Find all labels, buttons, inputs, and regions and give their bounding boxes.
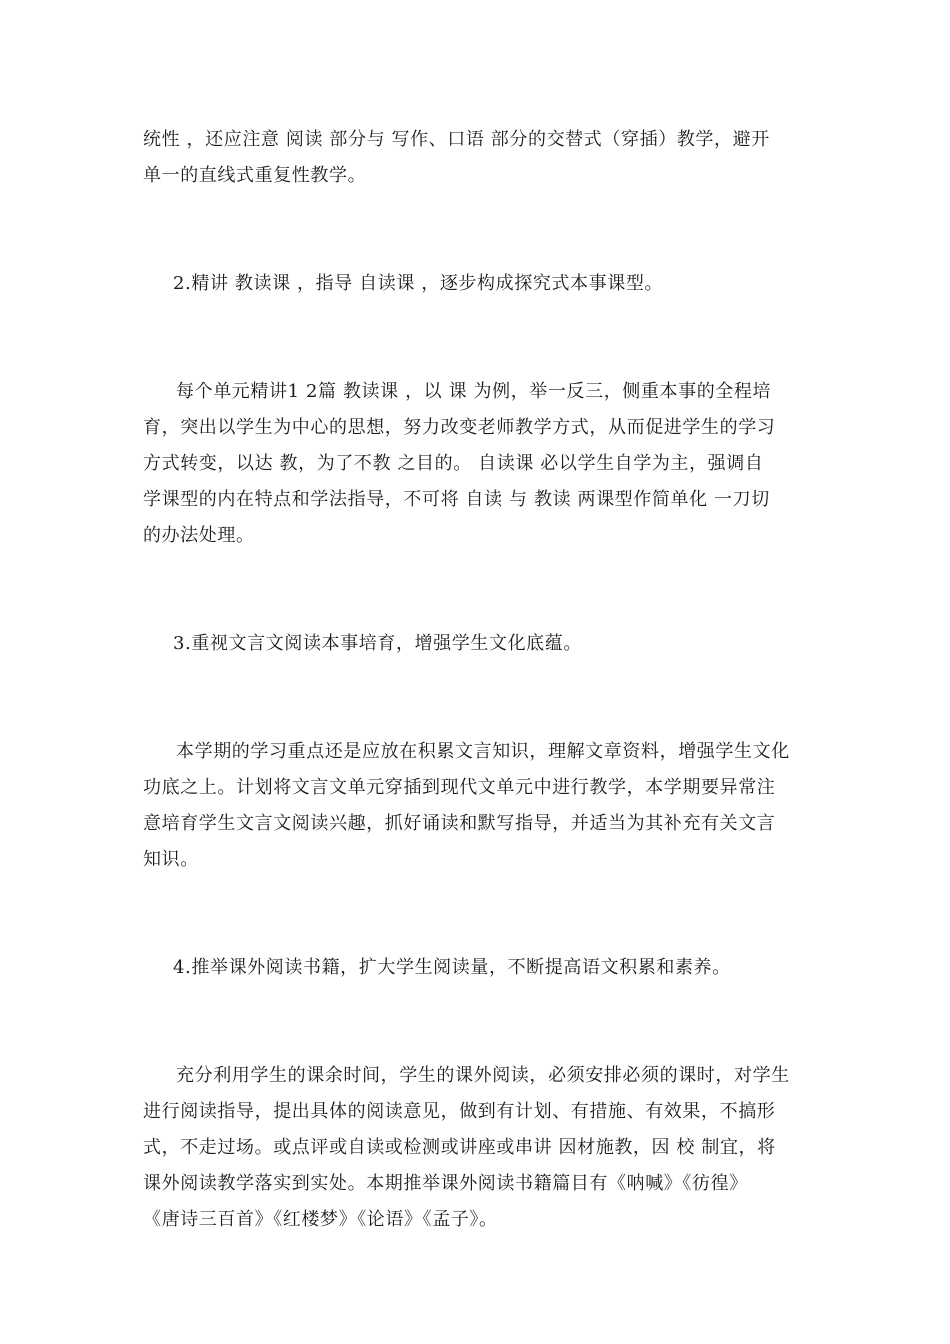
paragraph-spacer — [143, 878, 813, 950]
text-line: 的办法处理。 — [143, 525, 255, 546]
heading-text: 2.精讲 教读课 ，指导 自读课 ，逐步构成探究式本事课型。 — [173, 273, 664, 294]
text-line: 单一的直线式重复性教学。 — [143, 165, 367, 186]
text-line: 学课型的内在特点和学法指导，不可将 自读 与 教读 两课型作简单化 一刀切 — [143, 489, 770, 510]
paragraph-spacer — [143, 986, 813, 1058]
section-heading-4 — [143, 950, 813, 986]
paragraph-spacer — [143, 662, 813, 734]
text-line: 方式转变，以达 教，为了不教 之目的。 自读课 必以学生自学为主，强调自 — [143, 453, 764, 474]
text-line: 课外阅读教学落实到实处。本期推举课外阅读书籍篇目有《呐喊》《彷徨》 — [143, 1173, 748, 1194]
paragraph-spacer — [143, 302, 813, 374]
text-line: 知识。 — [143, 849, 199, 870]
text-line: 《唐诗三百首》《红楼梦》《论语》《孟子》。 — [143, 1209, 498, 1230]
body-paragraph — [143, 1058, 813, 1238]
paragraph-spacer — [143, 194, 813, 266]
text-line: 充分利用学生的课余时间，学生的课外阅读，必须安排必须的课时，对学生 — [176, 1065, 790, 1086]
text-line: 功底之上。计划将文言文单元穿插到现代文单元中进行教学，本学期要异常注 — [143, 777, 776, 798]
heading-text: 3.重视文言文阅读本事培育，增强学生文化底蕴。 — [173, 633, 582, 654]
text-line: 育，突出以学生为中心的思想，努力改变老师教学方式，从而促进学生的学习 — [143, 417, 776, 438]
paragraph-spacer — [143, 554, 813, 626]
body-paragraph — [143, 374, 813, 554]
text-line: 本学期的学习重点还是应放在积累文言知识，理解文章资料，增强学生文化 — [176, 741, 790, 762]
section-heading-2 — [143, 266, 813, 302]
text-line: 统性 ，还应注意 阅读 部分与 写作、口语 部分的交替式（穿插）教学，避开 — [143, 129, 770, 150]
text-line: 式，不走过场。或点评或自读或检测或讲座或串讲 因材施教，因 校 制宜，将 — [143, 1137, 776, 1158]
document-body — [143, 122, 813, 1238]
heading-text: 4.推举课外阅读书籍，扩大学生阅读量，不断提高语文积累和素养。 — [173, 957, 731, 978]
text-line: 每个单元精讲1 2篇 教读课 ，以 课 为例，举一反三，侧重本事的全程培 — [176, 381, 772, 402]
text-line: 意培育学生文言文阅读兴趣，抓好诵读和默写指导，并适当为其补充有关文言 — [143, 813, 776, 834]
text-line: 进行阅读指导，提出具体的阅读意见，做到有计划、有措施、有效果，不搞形 — [143, 1101, 776, 1122]
body-paragraph — [143, 734, 813, 878]
continuation-paragraph — [143, 122, 813, 194]
section-heading-3 — [143, 626, 813, 662]
